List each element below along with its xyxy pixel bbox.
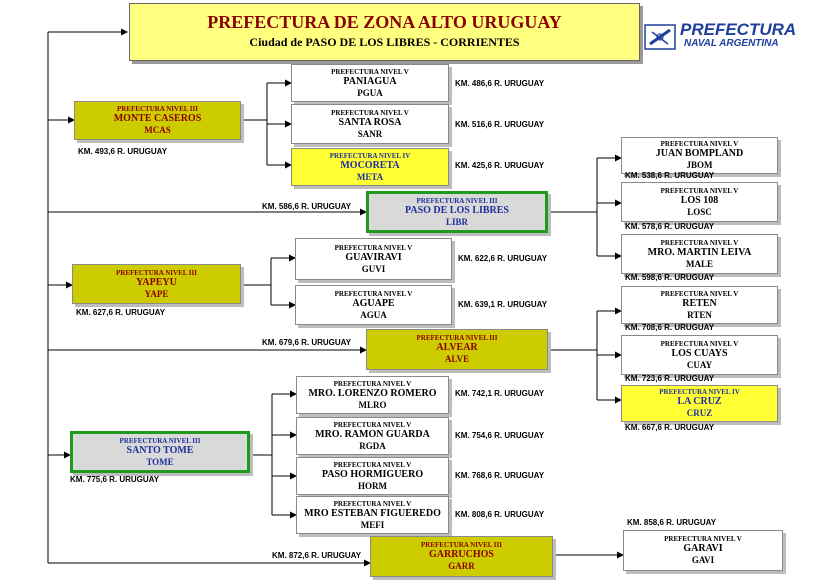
node-code: GUVI [361,263,386,274]
node-code: META [356,171,384,182]
node-name: LOS CUAYS [671,347,728,359]
node-code: MEFI [360,519,385,530]
node-ramon-guarda [296,417,449,455]
node-name: MRO. RAMON GUARDA [315,428,430,440]
node-level: PREFECTURA NIVEL III [116,268,197,277]
node-name: RETEN [682,297,717,309]
node-name: MRO ESTEBAN FIGUEREDO [304,507,441,519]
logo-text-prefectura: PREFECTURA [680,20,797,39]
node-code: HORM [358,480,387,491]
node-garavi [623,530,783,571]
node-santa-rosa [291,104,449,144]
anchor-emblem-icon [644,24,676,50]
km-label: KM. 639,1 R. URUGUAY [458,300,548,309]
node-name: JUAN BOMPLAND [655,148,744,159]
node-los-108 [621,182,778,222]
node-code: AGUA [360,309,387,320]
node-name: YAPEYU [136,276,177,288]
node-name: LA CRUZ [677,396,722,407]
node-level: PREFECTURA NIVEL V [660,140,739,148]
node-aguape [295,285,452,325]
node-esteban-figueredo [296,496,449,534]
node-code: MALE [686,258,713,269]
node-name: LOS 108 [680,194,719,206]
node-level: PREFECTURA NIVEL III [416,196,498,205]
page-subtitle: Ciudad de PASO DE LOS LIBRES - CORRIENTES [249,35,520,49]
node-level: PREFECTURA NIVEL V [331,67,409,76]
node-name: PASO DE LOS LIBRES [404,204,509,216]
km-label: KM. 808,6 R. URUGUAY [455,510,545,519]
node-code: GAVI [691,555,715,565]
node-level: PREFECTURA NIVEL V [333,499,412,508]
node-paso-de-los-libres [366,191,548,233]
km-label: KM. 493,6 R. URUGUAY [78,147,168,156]
node-code: CUAY [686,359,713,370]
node-level: PREFECTURA NIVEL V [333,379,412,388]
km-label: KM. 708,6 R. URUGUAY [625,323,715,332]
km-label: KM. 538,6 R. URUGUAY [625,171,715,180]
logo-text-naval: NAVAL ARGENTINA [684,38,779,49]
node-level: PREFECTURA NIVEL V [660,238,739,247]
node-level: PREFECTURA NIVEL III [421,541,502,549]
node-code: TOME [146,456,174,467]
node-los-cuays [621,335,778,375]
node-level: PREFECTURA NIVEL V [333,460,412,469]
km-label: KM. 872,6 R. URUGUAY [272,551,362,560]
node-paniagua [291,64,449,102]
km-label: KM. 723,6 R. URUGUAY [625,374,715,383]
node-name: MRO. LORENZO ROMERO [308,387,437,399]
node-martin-leiva [621,234,778,274]
node-monte-caseros [74,101,241,140]
node-level: PREFECTURA NIVEL V [333,420,412,429]
node-level: PREFECTURA NIVEL IV [659,388,740,396]
prefectura-logo [644,22,812,52]
node-code: SANR [357,128,383,139]
km-label: KM. 516,6 R. URUGUAY [455,120,545,129]
node-level: PREFECTURA NIVEL IV [329,151,411,160]
km-label: KM. 627,6 R. URUGUAY [76,308,166,317]
node-code: PGUA [357,87,383,98]
node-santo-tome [70,431,250,473]
km-label: KM. 578,6 R. URUGUAY [625,222,715,231]
node-code: CRUZ [686,408,713,418]
node-code: JBOM [686,160,713,170]
node-name: MOCORETA [340,159,400,171]
node-code: GARR [448,561,475,571]
node-paso-hormiguero [296,457,449,495]
node-name: GARAVI [683,543,723,554]
km-label: KM. 425,6 R. URUGUAY [455,161,545,170]
node-code: RGDA [359,440,386,451]
km-label: KM. 622,6 R. URUGUAY [458,254,548,263]
node-la-cruz [621,385,778,422]
node-name: GUAVIRAVI [345,251,402,263]
node-level: PREFECTURA NIVEL V [660,289,739,298]
km-label: KM. 667,6 R. URUGUAY [625,423,715,432]
page-title: PREFECTURA DE ZONA ALTO URUGUAY [207,12,562,32]
node-code: LIBR [445,216,468,227]
node-code: LOSC [687,206,712,217]
km-label: KM. 679,6 R. URUGUAY [262,338,352,347]
node-garruchos [370,536,553,577]
node-level: PREFECTURA NIVEL V [660,186,739,195]
node-level: PREFECTURA NIVEL III [117,105,198,113]
node-code: MCAS [144,125,171,135]
node-juan-bompland [621,137,778,174]
node-level: PREFECTURA NIVEL III [416,334,498,342]
node-level: PREFECTURA NIVEL V [334,289,413,298]
node-name: MONTE CASEROS [113,113,202,124]
node-code: RTEN [687,309,712,320]
node-name: AGUAPE [352,297,395,309]
node-name: PANIAGUA [343,75,397,87]
node-code: MLRO [358,399,387,410]
node-name: SANTO TOME [126,444,194,456]
km-label: KM. 754,6 R. URUGUAY [455,431,545,440]
node-alvear [366,329,548,370]
km-label: KM. 586,6 R. URUGUAY [262,202,352,211]
node-name: ALVEAR [436,342,478,353]
node-mocoreta [291,148,449,186]
node-code: ALVE [444,354,470,364]
node-level: PREFECTURA NIVEL V [331,108,409,117]
node-lorenzo-romero [296,376,449,414]
km-label: KM. 742,1 R. URUGUAY [455,389,545,398]
node-level: PREFECTURA NIVEL V [664,535,742,543]
node-yapeyu [72,264,241,304]
km-label: KM. 486,6 R. URUGUAY [455,79,545,88]
node-guaviravi [295,238,452,280]
node-name: MRO. MARTIN LEIVA [647,246,752,258]
node-name: GARRUCHOS [428,549,494,560]
node-level: PREFECTURA NIVEL V [660,339,739,348]
node-code: YAPE [144,288,169,299]
km-label: KM. 598,6 R. URUGUAY [625,273,715,282]
node-name: PASO HORMIGUERO [321,468,424,480]
node-name: SANTA ROSA [338,116,402,128]
km-label: KM. 858,6 R. URUGUAY [627,518,717,527]
km-label: KM. 775,6 R. URUGUAY [70,475,160,484]
title-banner [129,3,640,61]
node-level: PREFECTURA NIVEL III [119,436,201,445]
km-label: KM. 768,6 R. URUGUAY [455,471,545,480]
node-reten [621,286,778,324]
node-level: PREFECTURA NIVEL V [334,243,413,252]
